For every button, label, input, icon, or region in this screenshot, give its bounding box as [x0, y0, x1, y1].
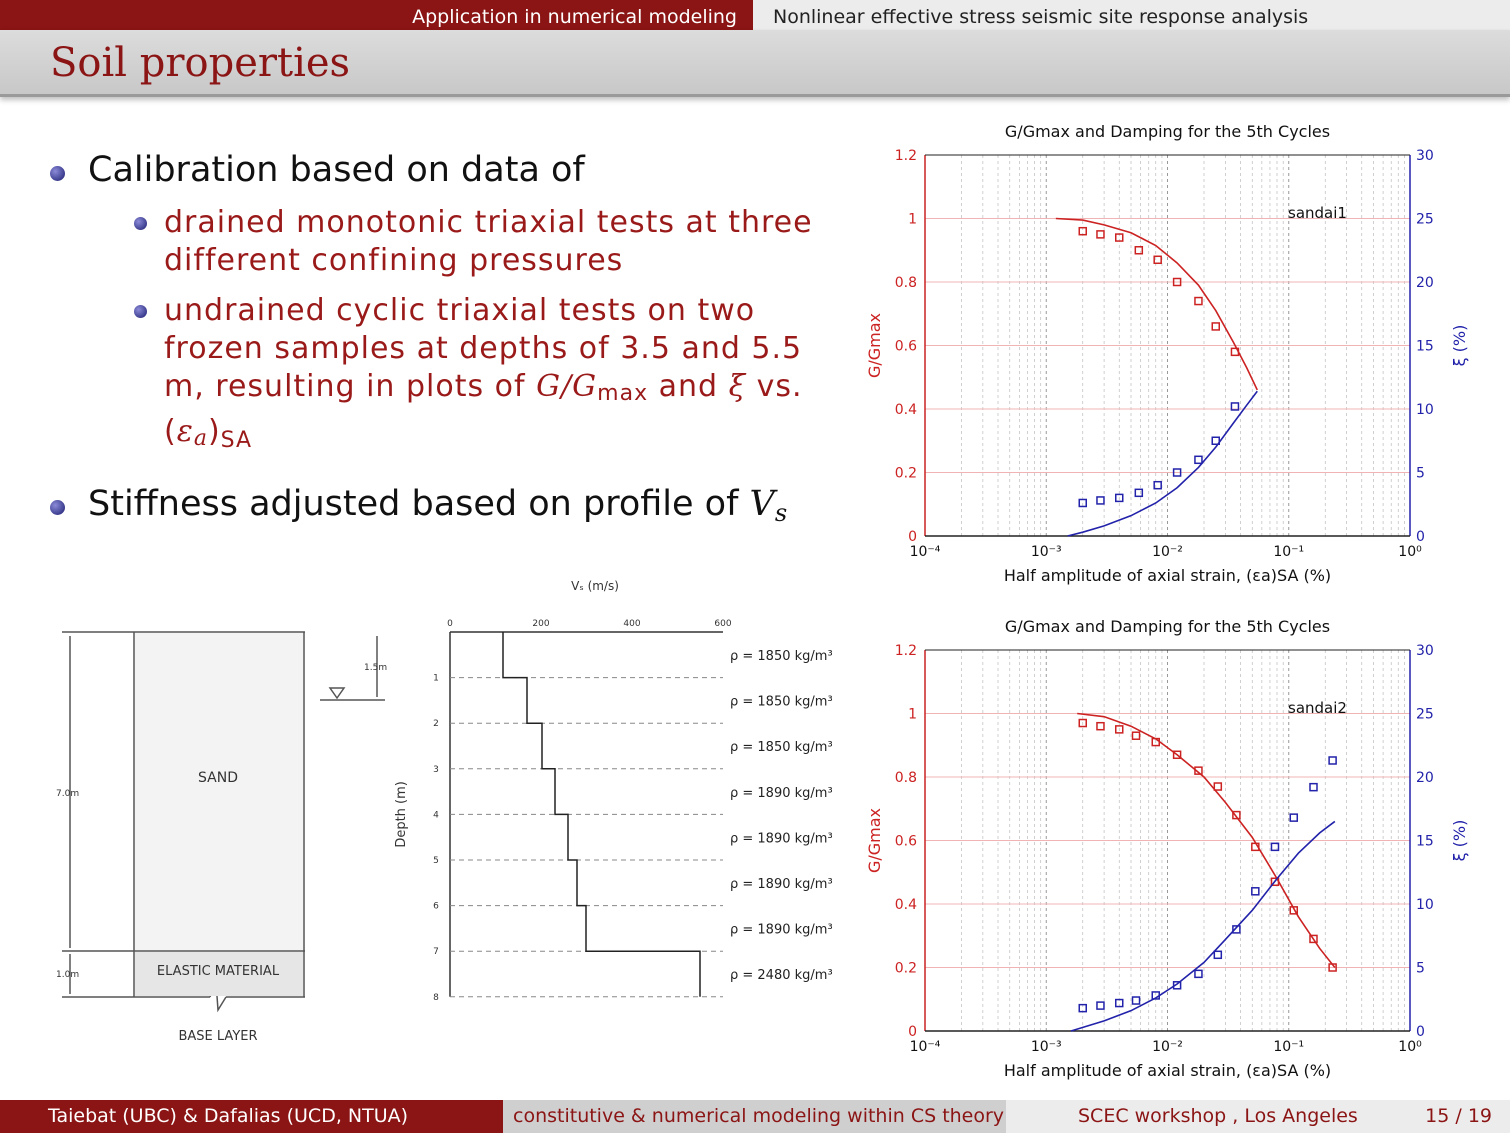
y2tick-label: 15 — [1416, 833, 1434, 850]
footer-talk-title: constitutive & numerical modeling within CS theory — [503, 1100, 1006, 1133]
g-damping-chart-2 — [860, 610, 1510, 1095]
density-label: ρ = 1850 kg/m³ — [730, 694, 833, 710]
damping-point — [1195, 970, 1202, 977]
ytick-label: 0.6 — [894, 833, 917, 850]
ytick-label: 0.4 — [894, 402, 917, 418]
y2tick-label: 5 — [1416, 960, 1425, 977]
vs-xtick-label: 600 — [714, 619, 732, 629]
x-axis-title: Half amplitude of axial strain, (εa)SA (%) — [1003, 1061, 1332, 1080]
ytick-label: 1.2 — [894, 148, 917, 164]
y2tick-label: 25 — [1416, 211, 1434, 228]
ytick-label: 0 — [908, 1024, 917, 1040]
header-section[interactable]: Application in numerical modeling — [0, 0, 753, 30]
xtick-label: 10⁻¹ — [1273, 544, 1305, 560]
g-damping-chart-1 — [860, 115, 1510, 600]
water-table-icon — [330, 688, 344, 698]
ytick-label: 0.8 — [894, 770, 917, 786]
ytick-label: 1 — [908, 706, 917, 723]
soil-profile-figure — [50, 570, 850, 1050]
subbullet-drained: drained monotonic triaxial tests at three different confining pressures — [50, 204, 850, 280]
y2-axis-title: ξ (%) — [1450, 819, 1469, 862]
sand-layer — [135, 633, 303, 950]
g-ratio-point — [1154, 256, 1161, 263]
damping-point — [1271, 843, 1278, 850]
slide-title: Soil properties — [50, 40, 351, 86]
damping-point — [1214, 951, 1221, 958]
ytick-label: 1 — [908, 211, 917, 228]
density-label: ρ = 1890 kg/m³ — [730, 785, 833, 801]
g-ratio-point — [1214, 783, 1221, 790]
damping-point — [1097, 1002, 1104, 1009]
bullet-list — [50, 150, 850, 541]
bullet-icon — [134, 305, 147, 318]
g-ratio-point — [1135, 247, 1142, 254]
y2tick-label: 10 — [1416, 897, 1434, 913]
curve-annotation: sandai2 — [1288, 699, 1347, 717]
subbullet-undrained: undrained cyclic triaxial tests on two frozen samples at depths of 3.5 and 5.5 m, resulting in plots of G/Gmax and ξ vs. $(\varepsilon a)_{SA}$ — [50, 292, 850, 460]
vs-ytick-label: 3 — [433, 764, 439, 775]
vs-profile-plot — [394, 579, 833, 1003]
y2tick-label: 0 — [1416, 529, 1425, 545]
curve-annotation: sandai1 — [1288, 204, 1347, 222]
bullet-icon — [50, 500, 65, 515]
ytick-label: 0.2 — [894, 960, 917, 977]
title-bar — [0, 30, 1510, 97]
sand-label: SAND — [198, 770, 238, 786]
footer-event: SCEC workshop , Los Angeles 15 / 19 — [1006, 1100, 1510, 1133]
damping-point — [1133, 997, 1140, 1004]
bullet-icon — [50, 166, 65, 181]
vs-xtick-label: 400 — [623, 619, 641, 629]
bullet-calibration: Calibration based on data of — [50, 150, 850, 190]
vs-ytick-label: 8 — [433, 992, 439, 1003]
y2tick-label: 30 — [1416, 148, 1434, 164]
damping-point — [1195, 456, 1202, 463]
damping-point — [1290, 814, 1297, 821]
g-ratio-point — [1097, 231, 1104, 238]
vs-ytick-label: 5 — [433, 856, 439, 866]
xtick-label: 10⁰ — [1398, 544, 1422, 560]
bullet-icon — [134, 217, 147, 230]
y2-axis-title: ξ (%) — [1450, 324, 1469, 367]
g-ratio-point — [1097, 723, 1104, 730]
dim-total-label: 7.0m — [56, 789, 80, 799]
y2tick-label: 15 — [1416, 338, 1434, 355]
ytick-label: 0 — [908, 529, 917, 545]
density-label: ρ = 1850 kg/m³ — [730, 649, 833, 664]
vs-ytick-label: 7 — [433, 947, 439, 958]
damping-point — [1154, 482, 1161, 489]
damping-point — [1329, 757, 1336, 764]
bullet-stiffness: Stiffness adjusted based on profile of Vs — [50, 484, 850, 527]
y2tick-label: 20 — [1416, 275, 1434, 291]
base-layer-label: BASE LAYER — [178, 1029, 258, 1044]
damping-curve — [1068, 391, 1258, 536]
xtick-label: 10⁻² — [1152, 544, 1183, 560]
x-axis-title: Half amplitude of axial strain, (εa)SA (%) — [1003, 566, 1332, 585]
footer-authors: Taiebat (UBC) & Dafalias (UCD, NTUA) — [0, 1100, 503, 1133]
y2tick-label: 25 — [1416, 706, 1434, 723]
density-label: ρ = 1850 kg/m³ — [730, 740, 833, 756]
vs-ytick-label: 4 — [433, 810, 439, 821]
chart-title: G/Gmax and Damping for the 5th Cycles — [1004, 617, 1331, 636]
ytick-label: 1.2 — [894, 643, 917, 659]
vs-ytick-label: 6 — [433, 901, 439, 912]
y2tick-label: 30 — [1416, 643, 1434, 659]
xtick-label: 10⁻⁴ — [909, 544, 941, 560]
vs-ytick-label: 2 — [433, 719, 439, 730]
density-label: ρ = 1890 kg/m³ — [730, 877, 833, 892]
g-ratio-curve — [1056, 219, 1257, 390]
g-ratio-point — [1133, 732, 1140, 739]
vs-xtick-label: 200 — [532, 619, 550, 629]
header-subsection[interactable]: Nonlinear effective stress seismic site response analysis — [753, 0, 1510, 30]
density-label: ρ = 1890 kg/m³ — [730, 831, 833, 847]
y-axis-title: G/Gmax — [865, 312, 884, 379]
xtick-label: 10⁻³ — [1030, 544, 1062, 560]
header-bar — [0, 0, 1510, 30]
xtick-label: 10⁻⁴ — [909, 1039, 941, 1055]
y-axis-title: G/Gmax — [865, 807, 884, 874]
page-number[interactable]: 15 / 19 — [1425, 1105, 1492, 1127]
damping-point — [1097, 497, 1104, 504]
damping-point — [1252, 888, 1259, 895]
dim-watertable-label: 1.5m — [364, 663, 388, 673]
y2tick-label: 10 — [1416, 402, 1434, 418]
damping-point — [1310, 784, 1317, 791]
g-ratio-point — [1195, 298, 1202, 305]
ytick-label: 0.8 — [894, 275, 917, 291]
elastic-label: ELASTIC MATERIAL — [156, 964, 280, 979]
ytick-label: 0.2 — [894, 465, 917, 482]
vs-ytick-label: 1 — [433, 673, 439, 684]
density-label: ρ = 2480 kg/m³ — [730, 968, 833, 984]
g-ratio-point — [1212, 323, 1219, 330]
vs-xtick-label: 0 — [447, 619, 453, 629]
xtick-label: 10⁰ — [1398, 1039, 1422, 1055]
vs-axis-title: Vₛ (m/s) — [571, 579, 619, 593]
xtick-label: 10⁻² — [1152, 1039, 1183, 1055]
xtick-label: 10⁻³ — [1030, 1039, 1062, 1055]
chart-title: G/Gmax and Damping for the 5th Cycles — [1004, 122, 1331, 141]
damping-curve — [1071, 821, 1335, 1031]
xtick-label: 10⁻¹ — [1273, 1039, 1305, 1055]
y2tick-label: 0 — [1416, 1024, 1425, 1040]
y2tick-label: 20 — [1416, 770, 1434, 786]
depth-axis-title: Depth (m) — [394, 781, 409, 848]
density-label: ρ = 1890 kg/m³ — [730, 922, 833, 938]
footer-bar — [0, 1100, 1510, 1133]
damping-point — [1135, 489, 1142, 496]
y2tick-label: 5 — [1416, 465, 1425, 482]
ytick-label: 0.4 — [894, 897, 917, 913]
dim-elastic-label: 1.0m — [56, 970, 80, 980]
ytick-label: 0.6 — [894, 338, 917, 355]
